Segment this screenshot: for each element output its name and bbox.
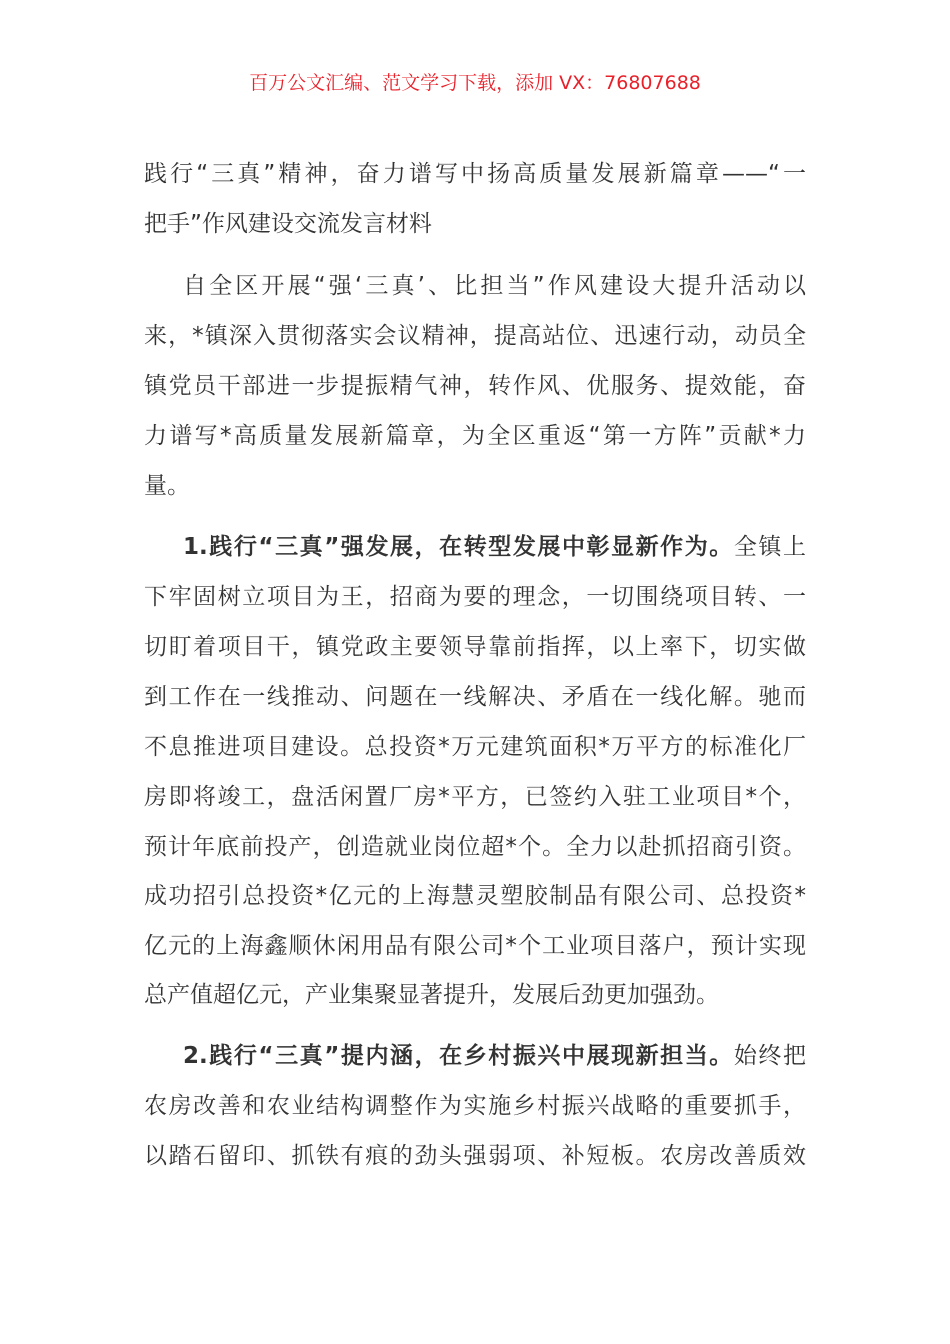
section1-line: 房即将竣工，盘活闲置厂房*平方，已签约入驻工业项目*个， (144, 784, 806, 810)
section1-line: 亿元的上海鑫顺休闲用品有限公司*个工业项目落户，预计实现 (144, 933, 806, 959)
watermark-header: 百万公文汇编、范文学习下载，添加 VX：76807688 (249, 72, 701, 94)
section2-text: 始终把 (733, 1043, 806, 1069)
section2-first-line (183, 1041, 806, 1071)
document-title-line: 践行“三真”精神，奋力谱写中扬高质量发展新篇章——“一 (144, 161, 806, 187)
intro-line: 镇党员干部进一步提振精气神，转作风、优服务、提效能，奋 (144, 373, 806, 399)
section1-line: 预计年底前投产，创造就业岗位超*个。全力以赴抓招商引资。 (144, 834, 806, 860)
section1-line: 总产值超亿元，产业集聚显著提升，发展后劲更加强劲。 (144, 982, 719, 1008)
document-title-line: 把手”作风建设交流发言材料 (144, 211, 432, 237)
section1-heading: 1.践行“三真”强发展，在转型发展中彰显新作为。 (183, 534, 734, 560)
section1-line: 成功招引总投资*亿元的上海慧灵塑胶制品有限公司、总投资* (144, 883, 806, 909)
intro-line: 量。 (144, 473, 190, 499)
section2-line: 农房改善和农业结构调整作为实施乡村振兴战略的重要抓手， (144, 1093, 806, 1119)
section1-text: 全镇上 (733, 534, 806, 560)
intro-line: 自全区开展“强‘三真’、比担当”作风建设大提升活动以 (183, 273, 806, 299)
intro-line: 来，*镇深入贯彻落实会议精神，提高站位、迅速行动，动员全 (144, 323, 806, 349)
section1-line: 到工作在一线推动、问题在一线解决、矛盾在一线化解。驰而 (144, 684, 806, 710)
section1-first-line (183, 532, 806, 562)
section1-line: 下牢固树立项目为王，招商为要的理念，一切围绕项目转、一 (144, 584, 806, 610)
section1-line: 切盯着项目干，镇党政主要领导靠前指挥，以上率下，切实做 (144, 634, 806, 660)
section2-heading: 2.践行“三真”提内涵，在乡村振兴中展现新担当。 (183, 1043, 734, 1069)
intro-line: 力谱写*高质量发展新篇章，为全区重返“第一方阵”贡献*力 (144, 423, 806, 449)
section1-line: 不息推进项目建设。总投资*万元建筑面积*万平方的标准化厂 (144, 734, 806, 760)
section2-line: 以踏石留印、抓铁有痕的劲头强弱项、补短板。农房改善质效 (144, 1143, 806, 1169)
